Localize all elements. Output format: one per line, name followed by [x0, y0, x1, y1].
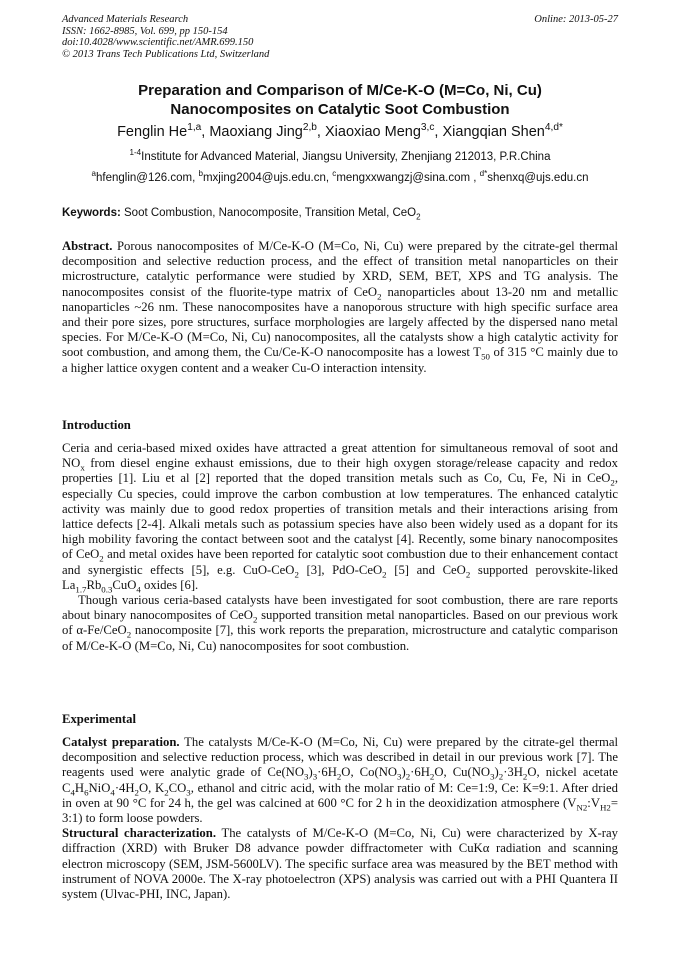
affil-text: Institute for Advanced Material, Jiangsu University, Zhenjiang 212013, P.R.China	[141, 151, 551, 163]
paragraph-lead: Structural characterization.	[62, 826, 217, 841]
subscript: 50	[481, 351, 490, 362]
text-run: nanocomposite [7], this work reports the preparation, microstructure and catalytic comparison of M/Ce-K-O (M=Co, Ni, Cu) nanocomposites for soot combustion.	[62, 623, 618, 653]
text-run: CO	[168, 780, 187, 795]
email-mark: a	[91, 169, 97, 179]
text-run: supported transition metal nanoparticles. Based on our previous work of α-Fe/CeO	[62, 608, 618, 638]
subscript: 0.3	[101, 584, 113, 595]
affiliation	[62, 150, 618, 164]
text-run: Though various ceria-based catalysts have been investigated for soot combustion, there are rare reports about binary nanocomposites of CeO	[62, 593, 618, 623]
text-run: from diesel engine exhaust emissions, due to their high oxygen storage/release capacity and redox properties [1]. Liu et al [2] reported that the doped transition metals such as Co, Cu, Fe, Ni in CeO	[62, 456, 618, 486]
author-affil-mark: 2,b	[302, 122, 317, 134]
author-name: Xiaoxiao Meng	[324, 124, 421, 140]
abstract	[62, 239, 618, 376]
subscript: 2	[377, 291, 382, 302]
affil-mark: 1-4	[129, 148, 142, 158]
exp-paragraph: Catalyst preparation. The catalysts M/Ce-K-O (M=Co, Ni, Cu) were prepared by the citrate-gel thermal decomposition and selective reduction process, which was described in detail in our previous work [7]. The reagents used were analytic grade of $Ce(NO_3)_3\cdot 6H_2O$, $Co(NO_3)_2\cdot 6H_2O$, $Cu(NO_3)_2\cdot 3H_2O$, nickel acetate $C_4H_6NiO_4\cdot 4H_2O$, $K_2CO_3$, ethanol and citric acid, with the molar ratio of M: Ce=1:9, Ce: K=9:1. After dried in oven at 90 °C for 24 h, the gel was calcined at 600 °C for 2 h in the deoxidization atmosphere ($V_{N2}:V_{H2}=$ 3:1) to form loose powders.	[62, 735, 618, 826]
intro-paragraph	[62, 593, 618, 654]
email-address[interactable]: mxjing2004@ujs.edu.cn	[202, 172, 326, 184]
subscript: 2	[336, 771, 342, 782]
text-run: ·6H	[410, 765, 430, 780]
journal-header	[62, 14, 618, 60]
text-run: Ceria and ceria-based mixed oxides have attracted a great attention for simultaneous removal of soot and NO	[62, 441, 618, 471]
paper-title	[62, 81, 618, 119]
text-run: NiO	[88, 780, 111, 795]
keywords-text: Soot Combustion, Nanocomposite, Transition Metal, CeO	[124, 207, 417, 219]
author-name: Xiangqian Shen	[442, 124, 545, 140]
text-run: The catalysts M/Ce-K-O (M=Co, Ni, Cu) were prepared by the citrate-gel thermal decomposition and selective reduction process, which was described in detail in our previous work [7]. The reagents used were analytic grade of Ce(NO	[62, 735, 618, 780]
text-run: O, K	[138, 780, 165, 795]
text-run: O, Cu(NO	[434, 765, 491, 780]
text-run: supported perovskite-liked La	[62, 562, 618, 592]
subscript: 2	[498, 771, 504, 782]
email-mark: d*	[479, 169, 488, 179]
issn-line: ISSN: 1662-8985, Vol. 699, pp 150-154	[62, 25, 228, 37]
exp-paragraph	[62, 826, 618, 902]
title-line-2: Nanocomposites on Catalytic Soot Combustion	[170, 101, 510, 118]
subscript: 3	[312, 771, 318, 782]
text-run: [3], PdO-CeO	[298, 562, 383, 577]
copyright-line: © 2013 Trans Tech Publications Ltd, Switzerland	[62, 48, 270, 60]
subscript: 4	[70, 787, 75, 798]
email-address[interactable]: hfenglin@126.com	[96, 172, 193, 184]
email-address[interactable]: shenxq@ujs.edu.cn	[487, 172, 589, 184]
author-affil-mark: 4,d*	[544, 122, 563, 134]
subscript: 2	[522, 771, 528, 782]
author-list: Fenglin He$^{1,a}$, Maoxiang Jing$^{2,b}$, Xiaoxiao Meng$^{3,c}$, Xiangqian Shen$^{4,d*}$	[117, 122, 563, 140]
subscript: 4	[110, 787, 115, 798]
text-run: :V	[587, 795, 600, 810]
text-run: ·3H	[503, 765, 523, 780]
text-run: The catalysts of M/Ce-K-O (M=Co, Ni, Cu) were characterized by X-ray diffraction (XRD) with Bruker D8 advance powder diffractometer with CuKα radiation and scanning electron microscopy (SEM, JSM-5600LV). The specific surface area was measured by the BET method with instrument of NOVA 2000e. The X-ray photoelectron (XPS) analysis was carried out with a PHI Quantera II system (Ulvac-PHI, INC, Japan).	[62, 826, 618, 902]
abstract-text: Porous nanocomposites of M/Ce-K-O (M=Co, Ni, Cu) were prepared by the citrate-gel thermal decomposition and selective reduction process, and the effect of transition metal nanoparticles on their microstructure, catalytic performance were studied by XRD, SEM, BET, XPS and TG analysis. The nanocomposites consist of the fluorite-type matrix of CeO	[62, 239, 618, 299]
subscript: 2	[134, 787, 139, 798]
keywords	[62, 206, 618, 220]
text-run: and metal oxides have been reported for catalytic soot combustion due to their enhancement contact and synergistic effects [5], e.g. CuO-CeO	[62, 547, 618, 577]
subscript: 2	[416, 212, 421, 222]
subscript: 2	[294, 569, 299, 580]
title-line-1: Preparation and Comparison of M/Ce-K-O (M=Co, Ni, Cu)	[138, 82, 542, 99]
subscript: 2	[429, 771, 435, 782]
email-list: $^a$hfenglin@126.com, $^b$mxjing2004@ujs.edu.cn, $^c$mengxxwangzj@sina.com , $^{d*}$shenxq@ujs.edu.cn	[91, 169, 589, 184]
email-mark: c	[332, 169, 337, 179]
text-run: , especially Cu species, could improve the carbon combustion at low temperatures. The enhanced catalytic activity was mainly due to good redox properties of transition metals and their interactions arising from lattice defects [2-4]. Alkali metals such as potassium species have also been widely used as a dopant for its high mobility favoring the contact between soot and the catalyst [4]. Recently, some binary nanocomposites of CeO	[62, 471, 618, 562]
text-run: = 3:1) to form loose powders.	[62, 795, 618, 826]
subscript: 3	[304, 771, 309, 782]
subscript: 2	[405, 771, 411, 782]
subscript: 3	[186, 787, 191, 798]
journal-name: Advanced Materials Research	[62, 14, 189, 25]
text-run: ·6H	[317, 765, 337, 780]
subscript: 2	[465, 569, 471, 580]
subscript: 2	[252, 614, 258, 625]
doi-line[interactable]: doi:10.4028/www.scientific.net/AMR.699.150	[62, 37, 254, 48]
text-run: , ethanol and citric acid, with the molar ratio of M: Ce=1:9, Ce: K=9:1. After dried in oven at 90 °C for 24 h, the gel was calcined at 600 °C for 2 h in the deoxidization atmosphere (V	[62, 780, 618, 810]
introduction-body	[62, 441, 618, 654]
text-run: CuO	[112, 577, 137, 592]
subscript: 2	[610, 477, 615, 488]
subscript: 3	[397, 771, 402, 782]
section-heading-experimental: Experimental	[62, 712, 137, 726]
text-run: O, Co(NO	[341, 765, 398, 780]
subscript: 3	[490, 771, 495, 782]
abstract-text: of 315 °C mainly due to a higher lattice oxygen content and a weaker Cu-O interaction intensity.	[62, 345, 619, 375]
section-heading-introduction: Introduction	[62, 418, 131, 432]
author-affil-mark: 3,c	[420, 122, 435, 134]
subscript: 2	[164, 787, 169, 798]
author-name: Fenglin He	[117, 124, 188, 140]
abstract-label: Abstract.	[62, 239, 113, 253]
intro-paragraph	[62, 441, 618, 593]
subscript: 6	[84, 787, 89, 798]
subscript: 1.7	[75, 584, 87, 595]
text-run: H	[74, 780, 85, 795]
subscript: 2	[126, 629, 132, 640]
text-run: oxides [6].	[140, 577, 199, 592]
subscript: N2	[576, 802, 588, 813]
text-run: [5] and CeO	[386, 562, 466, 577]
author-name: Maoxiang Jing	[209, 124, 303, 140]
online-date: Online: 2013-05-27	[534, 14, 618, 25]
subscript: x	[80, 462, 85, 473]
email-mark: b	[198, 169, 203, 179]
text-run: Rb	[86, 577, 102, 592]
subscript: 4	[136, 584, 141, 595]
subscript: 2	[99, 553, 104, 564]
author-affil-mark: 1,a	[187, 122, 202, 134]
text-run: O, nickel acetate C	[62, 765, 618, 795]
subscript: 2	[382, 569, 387, 580]
paragraph-lead: Catalyst preparation.	[62, 735, 180, 749]
keywords-label: Keywords:	[62, 207, 121, 219]
email-address[interactable]: mengxxwangzj@sina.com	[336, 172, 471, 184]
subscript: H2	[599, 802, 611, 813]
experimental-body	[62, 735, 618, 902]
abstract-text: nanoparticles about 13-20 nm and metallic nanoparticles ~26 nm. These nanocomposites have a nanoporous structure with high specific surface area and their pore sizes, pore structures, surface morphologies are largely affected by the dispersed nano metal species. For M/Ce-K-O (M=Co, Ni, Cu) nanocomposites, all the catalysts show a high catalytic activity for soot combustion, and among them, the Cu/Ce-K-O nanocomposite has a lowest T	[62, 284, 619, 360]
text-run: ·4H	[114, 780, 135, 795]
